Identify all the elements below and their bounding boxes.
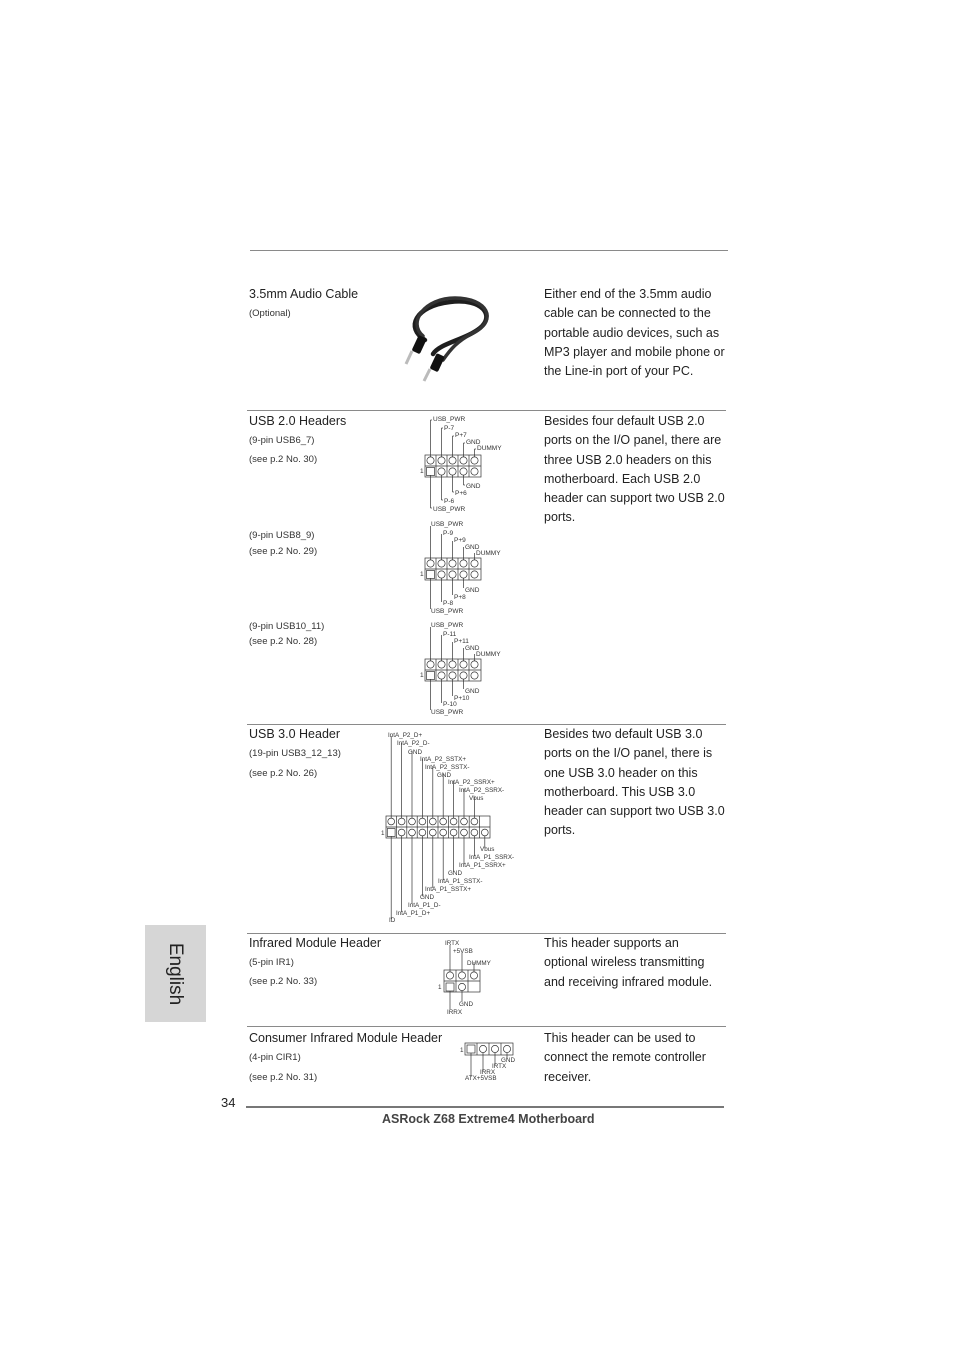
separator-4 [247, 1026, 726, 1027]
usb6-7-see: (see p.2 No. 30) [249, 454, 318, 465]
usb10-11-label-top-2: P+11 [454, 638, 469, 645]
usb3-label-top-8: Vbus [469, 795, 484, 802]
ir-label-bottom-1: IRRX [447, 1009, 463, 1016]
usb10-11-pin-diagram [418, 619, 518, 719]
language-tab [145, 925, 206, 1022]
ir-label-bottom-0: GND [459, 1001, 473, 1008]
usb10-11-label-top-4: DUMMY [476, 651, 501, 658]
audio-cable-image [395, 288, 505, 383]
ir-label-top-0: IRTX [445, 940, 460, 947]
usb8-9-label-top-2: P+9 [454, 537, 466, 544]
usb3-label-bottom-6: GND [420, 894, 434, 901]
usb6-7-pin-diagram [418, 412, 518, 517]
usb8-9-label-top-4: DUMMY [476, 550, 501, 557]
usb8-9-label-top-3: GND [465, 544, 480, 551]
usb6-7-label-top-2: P+7 [455, 432, 467, 439]
usb3-label-bottom-7: IntA_P1_D- [408, 902, 441, 909]
usb3-label-bottom-4: IntA_P1_SSTX- [438, 878, 483, 885]
usb6-7-label-bottom-3: USB_PWR [433, 506, 466, 513]
usb8-9-label-bottom-3: USB_PWR [431, 608, 464, 615]
cir-pin: (4-pin CIR1) [249, 1052, 301, 1063]
cir-pin-diagram [457, 1039, 527, 1085]
cir-see: (see p.2 No. 31) [249, 1072, 318, 1083]
ir-pin-diagram [437, 937, 507, 1019]
separator-1 [247, 410, 726, 411]
usb8-9-pin-diagram [418, 518, 518, 618]
usb3-label-top-5: GND [437, 772, 451, 779]
usb8-9-label-bottom-0: GND [465, 587, 480, 594]
usb6-7-label-top-1: P-7 [444, 425, 455, 432]
usb10-11-see: (see p.2 No. 28) [249, 636, 318, 647]
ir-label-top-2: DUMMY [467, 960, 491, 967]
usb8-9-label-bottom-1: P+8 [454, 594, 466, 601]
page-number: 34 [221, 1095, 236, 1110]
usb6-7-label-top-4: DUMMY [477, 445, 502, 452]
ir-pin: (5-pin IR1) [249, 957, 294, 968]
usb6-7-pin: (9-pin USB6_7) [249, 435, 315, 446]
footer-product-name: ASRock Z68 Extreme4 Motherboard [382, 1112, 595, 1126]
usb3-label-bottom-9: ID [389, 917, 396, 924]
usb8-9-label-bottom-2: P-8 [443, 600, 454, 607]
usb8-9-see: (see p.2 No. 29) [249, 546, 318, 557]
ir-pin1: 1 [438, 984, 442, 991]
usb3-label-bottom-8: IntA_P1_D+ [396, 910, 431, 917]
usb6-7-pin1: 1 [420, 468, 424, 475]
usb3-label-bottom-3: GND [448, 870, 462, 877]
usb3-label-bottom-2: IntA_P1_SSRX+ [459, 862, 506, 869]
cir-label-2: IRRX [480, 1069, 496, 1076]
audio-cable-description: Either end of the 3.5mm audio cable can be connected to the portable audio devices, such as MP3 player and mobile phone or the Line-in port of your PC. [544, 287, 725, 379]
usb10-11-pin: (9-pin USB10_11) [249, 621, 325, 632]
usb3-label-bottom-5: IntA_P1_SSTX+ [425, 886, 472, 893]
usb3-pin: (19-pin USB3_12_13) [249, 748, 341, 759]
usb3-label-bottom-1: IntA_P1_SSRX- [469, 854, 515, 861]
usb3-label-top-3: IntA_P2_SSTX+ [420, 756, 467, 763]
usb10-11-label-bottom-1: P+10 [454, 695, 470, 702]
top-rule [250, 250, 728, 251]
usb8-9-pin: (9-pin USB8_9) [249, 530, 315, 541]
usb6-7-label-bottom-1: P+6 [455, 490, 467, 497]
ir-label-top-1: +5VSB [453, 948, 473, 955]
cir-label-0: GND [501, 1057, 515, 1064]
usb3-label-top-0: IntA_P2_D+ [388, 732, 423, 739]
usb3-pin1: 1 [381, 830, 385, 837]
usb10-11-label-top-1: P-11 [443, 631, 457, 638]
usb10-11-label-top-3: GND [465, 645, 480, 652]
usb2-title: USB 2.0 Headers [249, 414, 347, 428]
usb10-11-label-bottom-0: GND [465, 688, 480, 695]
ir-title: Infrared Module Header [249, 936, 382, 950]
usb10-11-label-bottom-3: USB_PWR [431, 709, 464, 716]
ir-see: (see p.2 No. 33) [249, 976, 318, 987]
usb8-9-pin1: 1 [420, 571, 424, 578]
usb6-7-label-top-3: GND [466, 439, 481, 446]
usb10-11-label-top-0: USB_PWR [431, 622, 464, 629]
usb6-7-label-bottom-0: GND [466, 483, 481, 490]
cir-title: Consumer Infrared Module Header [249, 1031, 443, 1045]
audio-cable-optional: (Optional) [249, 308, 291, 319]
usb8-9-label-top-0: USB_PWR [431, 521, 464, 528]
usb3-label-top-2: GND [408, 749, 422, 756]
usb3-label-top-1: IntA_P2_D- [397, 740, 430, 747]
cir-description: This header can be used to connect the remote controller receiver. [544, 1031, 706, 1084]
usb3-title: USB 3.0 Header [249, 727, 341, 741]
usb10-11-pin1: 1 [420, 672, 424, 679]
audio-cable-title: 3.5mm Audio Cable [249, 287, 359, 301]
usb10-11-label-bottom-2: P-10 [443, 701, 457, 708]
usb3-label-bottom-0: Vbus [480, 846, 495, 853]
usb6-7-label-bottom-2: P-6 [444, 498, 455, 505]
usb3-label-top-6: IntA_P2_SSRX+ [448, 779, 495, 786]
usb3-see: (see p.2 No. 26) [249, 768, 318, 779]
usb3-label-top-4: IntA_P2_SSTX- [425, 764, 470, 771]
cir-pin1: 1 [460, 1047, 464, 1054]
cir-label-1: IRTX [492, 1063, 507, 1070]
usb3-pin-diagram [380, 728, 520, 928]
usb3-description: Besides two default USB 3.0 ports on the I/O panel, there is one USB 3.0 header on this motherboard. This USB 3.0 header can support two USB 3.0 ports. [544, 727, 725, 838]
usb3-label-top-7: IntA_P2_SSRX- [459, 787, 505, 794]
usb8-9-label-top-1: P-9 [443, 530, 454, 537]
usb6-7-label-top-0: USB_PWR [433, 416, 466, 423]
language-label: English [165, 942, 187, 1005]
usb2-description: Besides four default USB 2.0 ports on the I/O panel, there are three USB 2.0 headers on this motherboard. Each USB 2.0 header can support two USB 2.0 ports. [544, 414, 725, 525]
footer-rule [246, 1106, 724, 1108]
ir-description: This header supports an optional wireless transmitting and receiving infrared module. [544, 936, 713, 989]
cir-label-3: ATX+5VSB [465, 1075, 497, 1082]
